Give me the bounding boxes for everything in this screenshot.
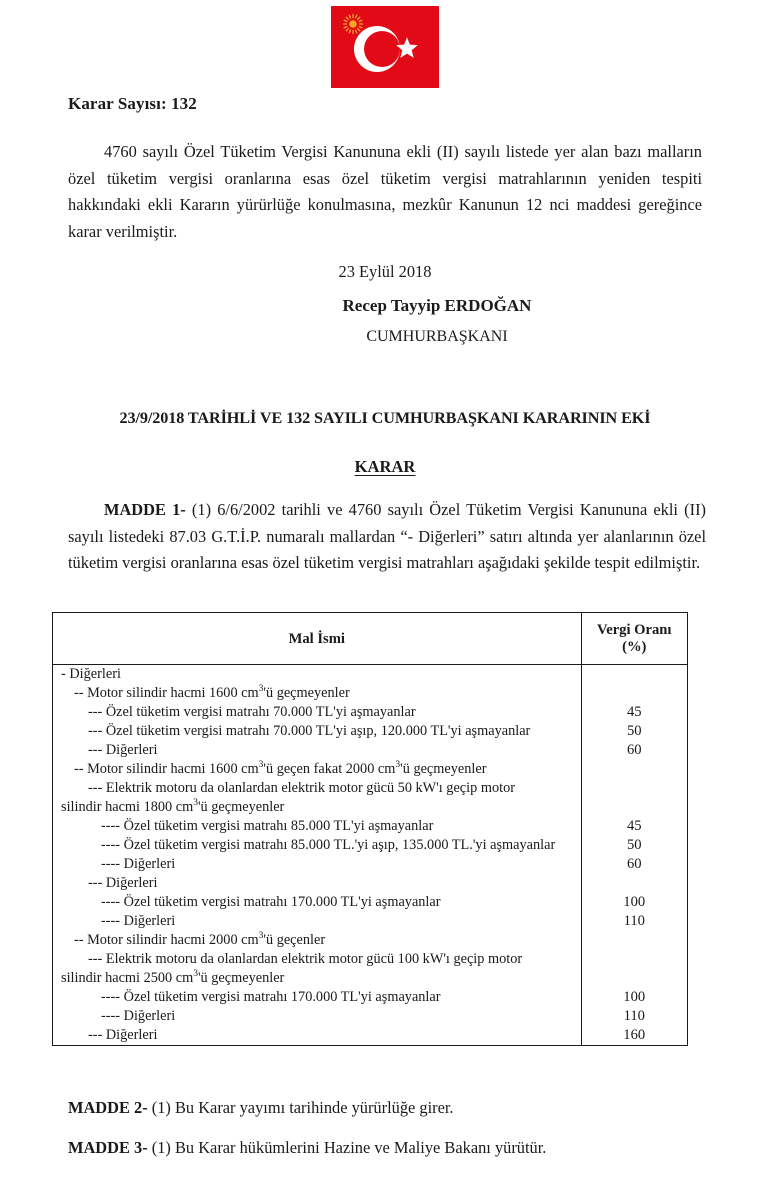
madde-1-label: MADDE 1- (104, 500, 186, 519)
column-header-tax-rate (581, 613, 687, 665)
table-cell-goods-name: -- Motor silindir hacmi 1600 $cm^3'ü$ geçmeyenler (53, 684, 581, 703)
table-row (53, 1007, 687, 1026)
table-cell-goods-name: -- Motor silindir hacmi 1600 $cm^3'ü$ geçen fakat 2000 $cm^3'ü$ geçmeyenler (53, 760, 581, 779)
table-cell-goods-name: --- Özel tüketim vergisi matrahı 70.000 TL'yi aşıp, 120.000 TL'yi aşmayanlar (53, 722, 581, 741)
table-cell-goods-name: ---- Diğerleri (53, 855, 581, 874)
signatory-title: CUMHURBAŞKANI (366, 328, 508, 345)
madde-1-paragraph (68, 497, 706, 577)
table-cell-goods-name: ---- Diğerleri (53, 912, 581, 931)
table-row (53, 817, 687, 836)
table-cell-goods-name: --- Elektrik motoru da olanlardan elektrik motor gücü 100 kW'ı geçip motor silindir hacmi 2500 $cm^3'ü$ geçmeyenler (53, 950, 581, 988)
table-cell-goods-name: --- Diğerleri (53, 741, 581, 760)
table-row (53, 722, 687, 741)
madde-2-label: MADDE 2- (68, 1098, 148, 1117)
table-cell-goods-name: --- Diğerleri (53, 874, 581, 893)
annex-heading: 23/9/2018 TARİHLİ VE 132 SAYILI CUMHURBAŞKANI KARARININ EKİ (119, 409, 651, 427)
table-cell-tax-rate (581, 779, 687, 817)
table-cell-tax-rate (581, 684, 687, 703)
table-cell-goods-name: --- Özel tüketim vergisi matrahı 70.000 TL'yi aşmayanlar (53, 703, 581, 722)
table-cell-tax-rate: 160 (623, 1027, 646, 1043)
table-cell-tax-rate (581, 665, 687, 685)
table-row (53, 684, 687, 703)
table-row (53, 950, 687, 988)
table-cell-tax-rate: 45 (626, 818, 642, 834)
table-row (53, 1026, 687, 1045)
table-cell-tax-rate (581, 874, 687, 893)
table-row (53, 912, 687, 931)
emblem-container (0, 6, 770, 88)
table-cell-goods-name: ---- Özel tüketim vergisi matrahı 85.000 TL.'yi aşıp, 135.000 TL.'yi aşmayanlar (53, 836, 581, 855)
table-cell-goods-name: ---- Özel tüketim vergisi matrahı 85.000 TL'yi aşmayanlar (53, 817, 581, 836)
table-row (53, 931, 687, 950)
turkish-flag-icon (331, 6, 439, 88)
decision-number: Karar Sayısı: 132 (68, 94, 197, 113)
table-cell-tax-rate: 60 (626, 742, 642, 758)
madde-2-paragraph (68, 1095, 702, 1121)
table-cell-goods-name: ---- Özel tüketim vergisi matrahı 170.000 TL'yi aşmayanlar (53, 988, 581, 1007)
karar-heading (68, 457, 702, 477)
table-row (53, 741, 687, 760)
signatory-name: Recep Tayyip ERDOĞAN (342, 296, 532, 315)
table-cell-tax-rate: 100 (623, 989, 646, 1005)
table-row (53, 760, 687, 779)
column-header-tax-rate-line1: Vergi Oranı (597, 622, 672, 638)
table-cell-tax-rate (581, 931, 687, 950)
karar-heading-text: KARAR (354, 457, 416, 476)
table-row (53, 874, 687, 893)
column-header-tax-rate-line2: (%) (622, 639, 647, 655)
table-body (53, 665, 687, 1046)
madde-2-text: (1) Bu Karar yayımı tarihinde yürürlüğe girer. (147, 1098, 454, 1117)
table-cell-tax-rate: 50 (626, 837, 642, 853)
table-cell-tax-rate: 100 (623, 894, 646, 910)
table-cell-tax-rate: 110 (623, 913, 645, 929)
madde-1-text: (1) 6/6/2002 tarihli ve 4760 sayılı Özel Tüketim Vergisi Kanununa ekli (II) sayılı listedeki 87.03 G.T.İ.P. numaralı mallardan “- Diğerleri” satırı altında yer alanlarının özel tüketim vergisi oranlarına esas özel tüketim vergisi matrahları aşağıdaki şekilde tespit edilmiştir. (68, 500, 706, 572)
madde-3-label: MADDE 3- (68, 1138, 148, 1157)
intro-paragraph: 4760 sayılı Özel Tüketim Vergisi Kanununa ekli (II) sayılı listede yer alan bazı malların özel tüketim vergisi oranlarına esas özel tüketim vergisi matrahlarının yeniden tespiti hakkındaki ekli Kararın yürürlüğe konulmasına, mezkûr Kanunun 12 nci maddesi gereğince karar verilmiştir. (68, 142, 702, 241)
table-row (53, 893, 687, 912)
madde-3-paragraph (68, 1135, 702, 1161)
table-cell-goods-name: ---- Diğerleri (53, 1007, 581, 1026)
table-cell-tax-rate: 60 (626, 856, 642, 872)
madde-3-text: (1) Bu Karar hükümlerini Hazine ve Maliye Bakanı yürütür. (147, 1138, 547, 1157)
table-cell-goods-name: --- Diğerleri (53, 1026, 581, 1045)
table-cell-goods-name: ---- Özel tüketim vergisi matrahı 170.000 TL'yi aşmayanlar (53, 893, 581, 912)
column-header-goods-name: Mal İsmi (53, 613, 581, 665)
tax-rate-table (52, 612, 688, 1046)
table-cell-goods-name: -- Motor silindir hacmi 2000 $cm^3'ü$ geçenler (53, 931, 581, 950)
table-cell-goods-name: - Diğerleri (53, 665, 581, 685)
table-cell-tax-rate: 50 (626, 723, 642, 739)
table-row (53, 703, 687, 722)
table-row (53, 836, 687, 855)
table-cell-tax-rate: 45 (626, 704, 642, 720)
table-row (53, 988, 687, 1007)
table-cell-tax-rate (581, 950, 687, 988)
table-cell-goods-name: --- Elektrik motoru da olanlardan elektrik motor gücü 50 kW'ı geçip motor silindir hacmi 1800 $cm^3'ü$ geçmeyenler (53, 779, 581, 817)
table-cell-tax-rate (581, 760, 687, 779)
decision-date: 23 Eylül 2018 (338, 262, 432, 281)
table-row (53, 855, 687, 874)
table-row (53, 665, 687, 685)
table-header-row (53, 613, 687, 665)
table-row (53, 779, 687, 817)
table-cell-tax-rate: 110 (623, 1008, 645, 1024)
